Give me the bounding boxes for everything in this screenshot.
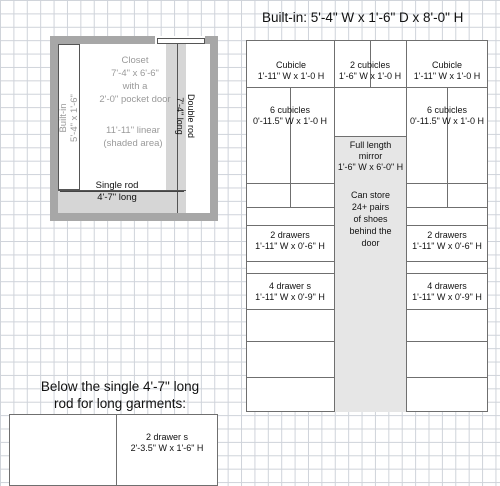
drawers2-right-label: 2 drawers 1'-11" W x 0'-6" H <box>412 230 482 251</box>
builtin-label: Built-in 5'-4" x 1'-6" <box>58 94 80 142</box>
double-rod-label: Double rod 7'-4" long <box>175 93 196 139</box>
diagram-title: Built-in: 5'-4" W x 1'-6" D x 8'-0" H <box>262 10 464 25</box>
top-mid-cubicles-label: 2 cubicles 1'-6" W x 1'-0 H <box>338 60 402 81</box>
single-rod-label: Single rod 4'-7" long <box>95 180 139 203</box>
top-right-cubicle-label: Cubicle 1'-11" W x 1'-0 H <box>413 60 481 81</box>
six-cubicles-left-label: 6 cubicles 0'-11.5" W x 1'-0 H <box>253 105 327 126</box>
drawers4-left-label: 4 drawer s 1'-11" W x 0'-9" H <box>255 281 325 302</box>
closet-label: Closet 7'-4" x 6'-6" with a 2'-0" pocket door <box>99 55 171 105</box>
mirror-door <box>335 136 406 412</box>
linear-label: 11'-11" linear (shaded area) <box>103 125 163 149</box>
below-heading: Below the single 4'-7" long rod for long garments: <box>40 379 200 411</box>
drawers2-left-label: 2 drawers 1'-11" W x 0'-6" H <box>255 230 325 251</box>
shoes-label: Can store 24+ pairs of shoes behind the door <box>349 190 392 248</box>
six-cubicles-right-label: 6 cubicles 0'-11.5" W x 1'-0 H <box>410 105 484 126</box>
top-left-cubicle-label: Cubicle 1'-11" W x 1'-0 H <box>257 60 325 81</box>
mirror-label: Full length mirror 1'-6" W x 6'-0" H <box>337 140 404 172</box>
below-drawers-label: 2 drawer s 2'-3.5" W x 1'-6" H <box>130 432 204 453</box>
drawers4-right-label: 4 drawers 1'-11" W x 0'-9" H <box>412 281 482 302</box>
